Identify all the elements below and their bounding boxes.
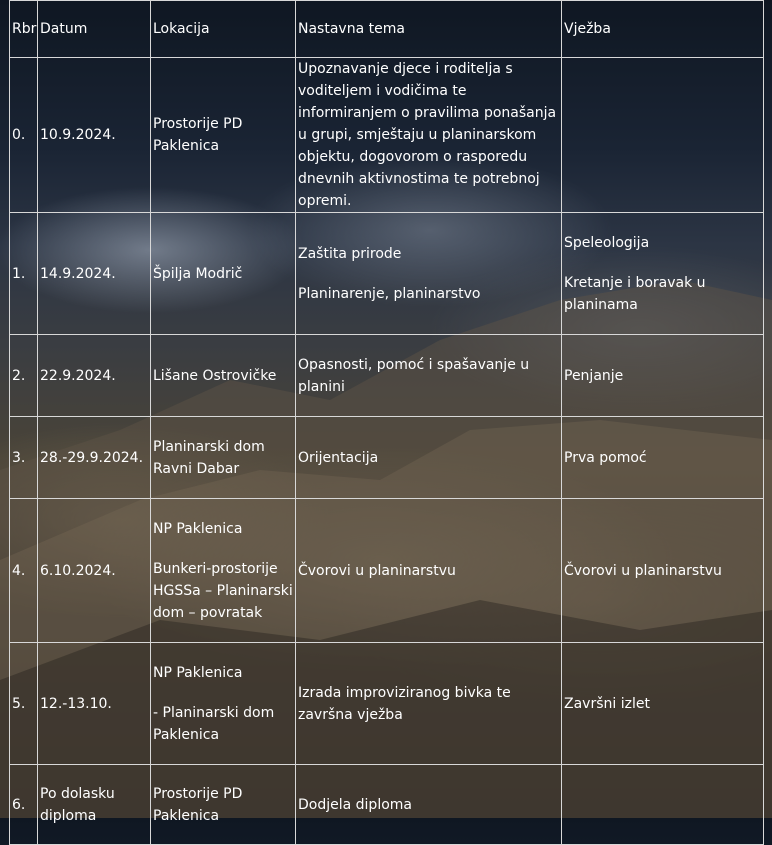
cell-lokacija-line: Lišane Ostrovičke: [153, 367, 277, 384]
cell-rbr: 6.: [10, 765, 38, 845]
cell-lokacija-line: Prostorije PD Paklenica: [153, 116, 243, 154]
cell-rbr: 5.: [10, 643, 38, 765]
cell-nastavna-tema: [296, 58, 562, 213]
cell-datum: 14.9.2024.: [38, 213, 151, 335]
cell-nastavna-tema: [296, 213, 562, 335]
cell-nastavna-tema: [296, 765, 562, 845]
cell-nastavna-tema-line: Opasnosti, pomoć i spašavanje u planini: [298, 356, 530, 395]
cell-lokacija: [151, 335, 296, 417]
cell-nastavna-tema: [296, 417, 562, 499]
cell-vjezba: [562, 213, 764, 335]
cell-nastavna-tema-line: Planinarenje, planinarstvo: [298, 285, 481, 302]
schedule-table: [9, 0, 764, 845]
table-row: [10, 213, 764, 335]
cell-lokacija: [151, 213, 296, 335]
cell-nastavna-tema: [296, 643, 562, 765]
table-header-row: [10, 1, 764, 58]
cell-rbr: 3.: [10, 417, 38, 499]
cell-vjezba-line: Završni izlet: [564, 695, 650, 712]
cell-vjezba: [562, 765, 764, 845]
cell-vjezba: [562, 335, 764, 417]
table-row: [10, 417, 764, 499]
cell-nastavna-tema-line: Upoznavanje djece i roditelja s voditeljem i vodičima te informiranjem o pravilima ponašanja u grupi, smještaju u planinarskom objektu, dogovorom o rasporedu dnevnih aktivnostima te potrebnoj opremi.: [298, 61, 557, 209]
cell-nastavna-tema-line: Izrada improviziranog bivka te završna vježba: [298, 684, 511, 723]
cell-vjezba-line: Speleologija: [564, 234, 650, 251]
cell-datum: 28.-29.9.2024.: [38, 417, 151, 499]
cell-lokacija-line: NP Paklenica: [153, 664, 243, 681]
cell-rbr: 4.: [10, 499, 38, 643]
cell-lokacija-line: NP Paklenica: [153, 520, 243, 537]
cell-rbr: 2.: [10, 335, 38, 417]
cell-rbr: 0.: [10, 58, 38, 213]
cell-vjezba: [562, 417, 764, 499]
cell-vjezba-line: Čvorovi u planinarstvu: [564, 562, 722, 579]
cell-vjezba-line: Kretanje i boravak u planinama: [564, 274, 706, 313]
header-datum: Datum: [38, 1, 151, 58]
cell-datum: 10.9.2024.: [38, 58, 151, 213]
cell-vjezba-line: Penjanje: [564, 367, 624, 384]
cell-nastavna-tema: [296, 335, 562, 417]
table-row: [10, 765, 764, 845]
cell-nastavna-tema-line: Čvorovi u planinarstvu: [298, 562, 456, 579]
cell-datum: 22.9.2024.: [38, 335, 151, 417]
table-row: [10, 499, 764, 643]
cell-vjezba: [562, 643, 764, 765]
cell-datum: 12.-13.10.: [38, 643, 151, 765]
cell-vjezba-line: Prva pomoć: [564, 449, 647, 466]
cell-lokacija: [151, 765, 296, 845]
cell-lokacija: [151, 499, 296, 643]
cell-lokacija-line: Prostorije PD Paklenica: [153, 785, 243, 824]
cell-nastavna-tema-line: Dodjela diploma: [298, 796, 412, 813]
table-row: [10, 643, 764, 765]
cell-lokacija-line: Bunkeri-prostorije HGSSa – Planinarski dom – povratak: [153, 560, 293, 621]
cell-nastavna-tema: [296, 499, 562, 643]
cell-lokacija: [151, 643, 296, 765]
cell-lokacija-line: - Planinarski dom Paklenica: [153, 704, 275, 743]
header-vjezba: Vježba: [562, 1, 764, 58]
cell-lokacija: [151, 417, 296, 499]
cell-datum: 6.10.2024.: [38, 499, 151, 643]
table-row: [10, 58, 764, 213]
cell-lokacija: [151, 58, 296, 213]
header-lokacija: Lokacija: [151, 1, 296, 58]
cell-nastavna-tema-line: Orijentacija: [298, 449, 379, 466]
table-row: [10, 335, 764, 417]
cell-vjezba: [562, 58, 764, 213]
cell-lokacija-line: Planinarski dom Ravni Dabar: [153, 438, 265, 477]
cell-rbr: 1.: [10, 213, 38, 335]
cell-lokacija-line: Špilja Modrič: [153, 265, 243, 282]
cell-nastavna-tema-line: Zaštita prirode: [298, 245, 402, 262]
cell-vjezba: [562, 499, 764, 643]
header-rbr: Rbr: [10, 1, 38, 58]
header-nastavna-tema: Nastavna tema: [296, 1, 562, 58]
cell-datum: Po dolasku diploma: [38, 765, 151, 845]
